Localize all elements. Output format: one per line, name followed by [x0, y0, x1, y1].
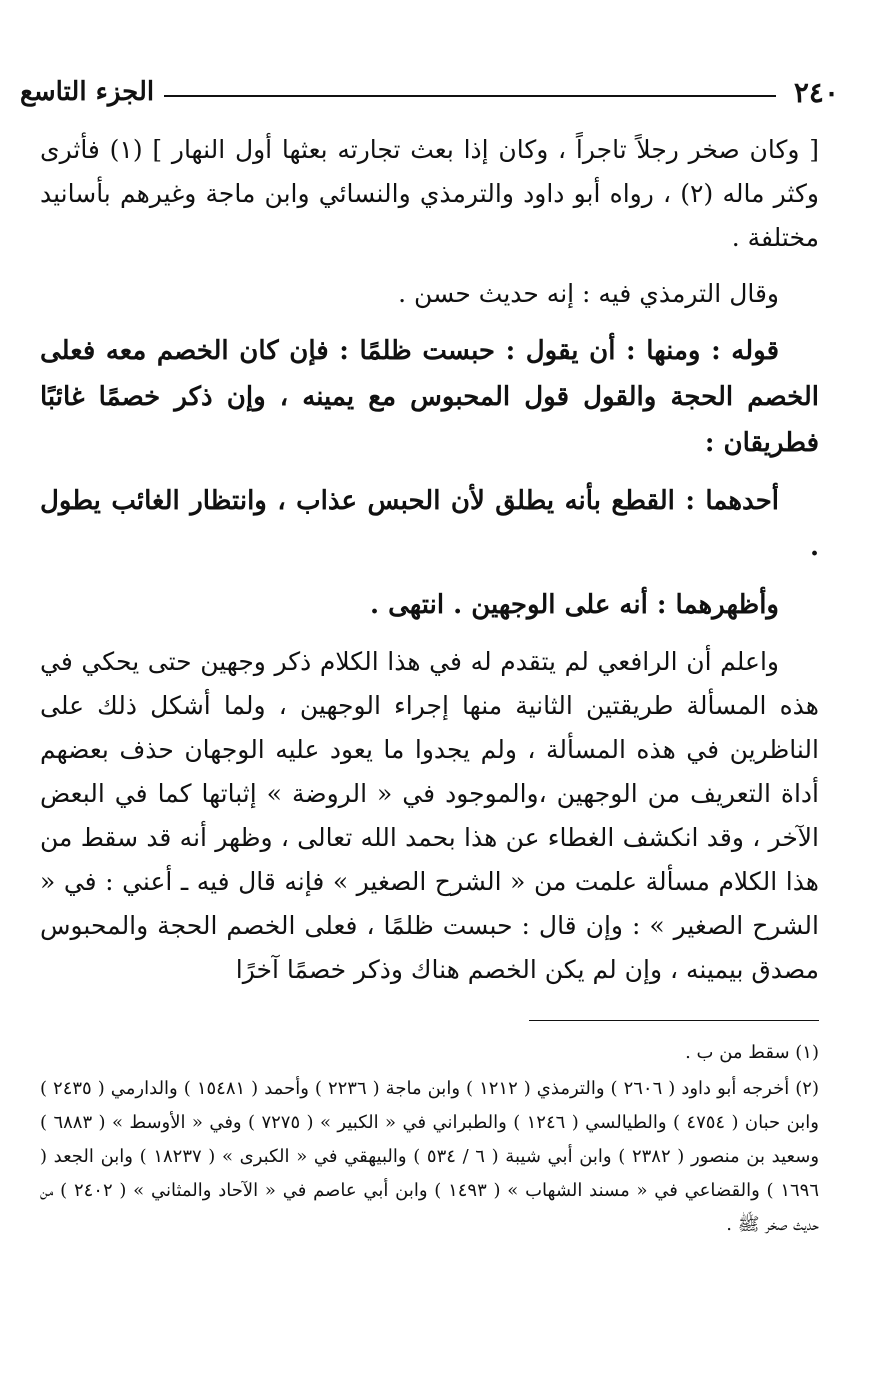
running-header	[20, 72, 839, 112]
page-number: ٢٤٠	[793, 75, 839, 109]
main-text	[40, 128, 819, 992]
paragraph-commentary: واعلم أن الرافعي لم يتقدم له في هذا الكلام ذكر وجهين حتى يحكي في هذه المسألة طريقتين الثانية منها إجراء الوجهين ، ولما أشكل ذلك على الناظرين في هذه المسألة ، ولم يجدوا ما يعود عليه الوجهان حذف بعضهم أداة التعريف من الوجهين ،والموجود في « الروضة » إثباتها كما في البعض الآخر ، وقد انكشف الغطاء عن هذا بحمد الله تعالى ، وظهر أنه قد سقط من هذا الكلام مسألة علمت من « الشرح الصغير » فإنه قال فيه ـ أعني : في « الشرح الصغير » : وإن قال : حبست ظلمًا ، فعلى الخصم الحجة والمحبوس مصدق بيمينه ، وإن لم يكن الخصم هناك وذكر خصمًا آخرًا	[40, 647, 819, 984]
part-title: الجزء التاسع	[20, 77, 155, 107]
paragraph-second-way: وأظهرهما : أنه على الوجهين . انتهى .	[370, 590, 779, 620]
footnotes	[40, 1036, 819, 1242]
header-rule	[164, 95, 776, 97]
footnote-1: (١) سقط من ب .	[685, 1042, 819, 1063]
footnote-separator	[529, 1020, 819, 1021]
paragraph-first-way: أحدهما : القطع بأنه يطلق لأن الحبس عذاب ، وانتظار الغائب يطول .	[40, 486, 819, 562]
footnote-2: (٢) أخرجه أبو داود ( ٢٦٠٦ ) والترمذي ( ١٢١٢ ) وابن ماجة ( ٢٢٣٦ ) وأحمد ( ١٥٤٨١ ) والدارمي ( ٢٤٣٥ ) وابن حبان ( ٤٧٥٤ ) والطيالسي ( ١٢٤٦ ) والطبراني في « الكبير » ( ٧٢٧٥ ) وفي « الأوسط » ( ٦٨٨٣ ) وسعيد بن منصور ( ٢٣٨٢ ) وابن أبي شيبة ( ٦ / ٥٣٤ ) والبيهقي في « الكبرى » ( ١٨٢٣٧ ) وابن الجعد ( ١٦٩٦ ) والقضاعي في « مسند الشهاب » ( ١٤٩٣ ) وابن أبي عاصم في « الآحاد والمثاني » ( ٢٤٠٢ ) من حديث صخر ﷺ .	[40, 1078, 820, 1235]
paragraph-hadith-narration: [ وكان صخر رجلاً تاجراً ، وكان إذا بعث تجارته بعثها أول النهار ] (١) فأثرى وكثر ماله (٢) ، رواه أبو داود والترمذي والنسائي وابن ماجة وغيرهم بأسانيد مختلفة .	[40, 135, 819, 252]
paragraph-quoted-ruling: قوله : ومنها : أن يقول : حبست ظلمًا : فإن كان الخصم معه فعلى الخصم الحجة والقول قول المحبوس مع يمينه ، وإن ذكر خصمًا غائبًا فطريقان :	[40, 336, 819, 458]
paragraph-tirmidhi-grading: وقال الترمذي فيه : إنه حديث حسن .	[398, 279, 779, 308]
